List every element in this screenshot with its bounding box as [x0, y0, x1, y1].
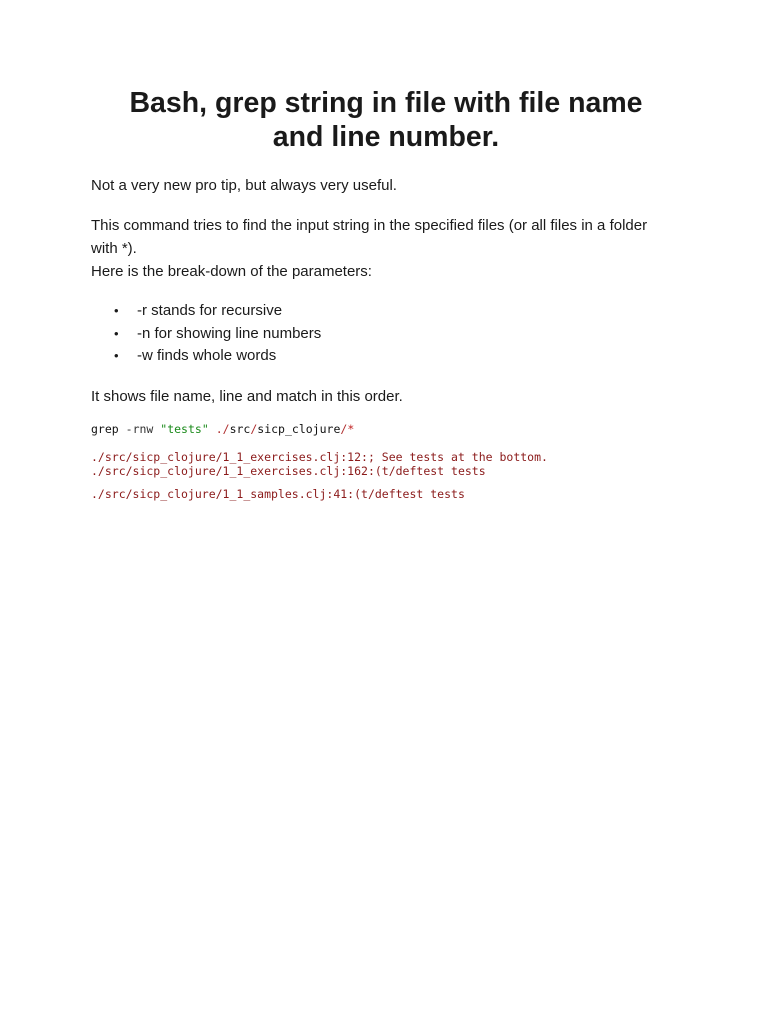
list-item	[91, 323, 681, 346]
command-path-sep: /	[222, 421, 230, 436]
bullet-icon: •	[114, 303, 119, 318]
description-line-3: Here is the break-down of the parameters:	[91, 263, 372, 280]
command-flags: -rnw	[125, 421, 154, 436]
summary-paragraph: It shows file name, line and match in this order.	[91, 387, 403, 405]
command-path-sep: /	[250, 421, 258, 436]
bullet-icon: •	[114, 325, 119, 341]
output-block-2	[91, 487, 681, 502]
description-paragraph	[91, 214, 681, 283]
list-item	[91, 345, 681, 368]
parameter-text: -n for showing line numbers	[137, 324, 322, 342]
command-path-sep: /	[340, 421, 348, 436]
document-page	[91, 86, 681, 501]
command-path-src: src	[229, 421, 251, 436]
list-item	[91, 300, 681, 323]
bullet-icon: •	[114, 348, 119, 363]
output-line: ./src/sicp_clojure/1_1_exercises.clj:12:; See tests at the bottom.	[91, 449, 548, 464]
description-line-1: This command tries to find the input string in the specified files (or all files in a folder	[91, 217, 648, 234]
title-line-2: and line number.	[272, 121, 500, 153]
parameter-text: -w finds whole words	[137, 347, 277, 364]
output-block-1	[91, 450, 681, 479]
command-path-dot: .	[215, 421, 223, 436]
parameter-text: -r stands for recursive	[137, 302, 283, 319]
output-line: ./src/sicp_clojure/1_1_samples.clj:41:(t/deftest tests	[91, 486, 465, 501]
command-line	[91, 422, 681, 437]
title-line-1: Bash, grep string in file with file name	[129, 87, 643, 119]
command-path-dir: sicp_clojure	[257, 421, 341, 436]
command-path-glob: *	[347, 421, 355, 436]
output-line: ./src/sicp_clojure/1_1_exercises.clj:162:(t/deftest tests	[91, 464, 486, 478]
command-search-string: "tests"	[160, 421, 209, 436]
parameter-list	[91, 300, 681, 368]
intro-paragraph: Not a very new pro tip, but always very useful.	[91, 177, 397, 194]
description-line-2: with *).	[91, 240, 137, 257]
document-title	[91, 86, 681, 154]
command-program: grep	[91, 421, 119, 436]
